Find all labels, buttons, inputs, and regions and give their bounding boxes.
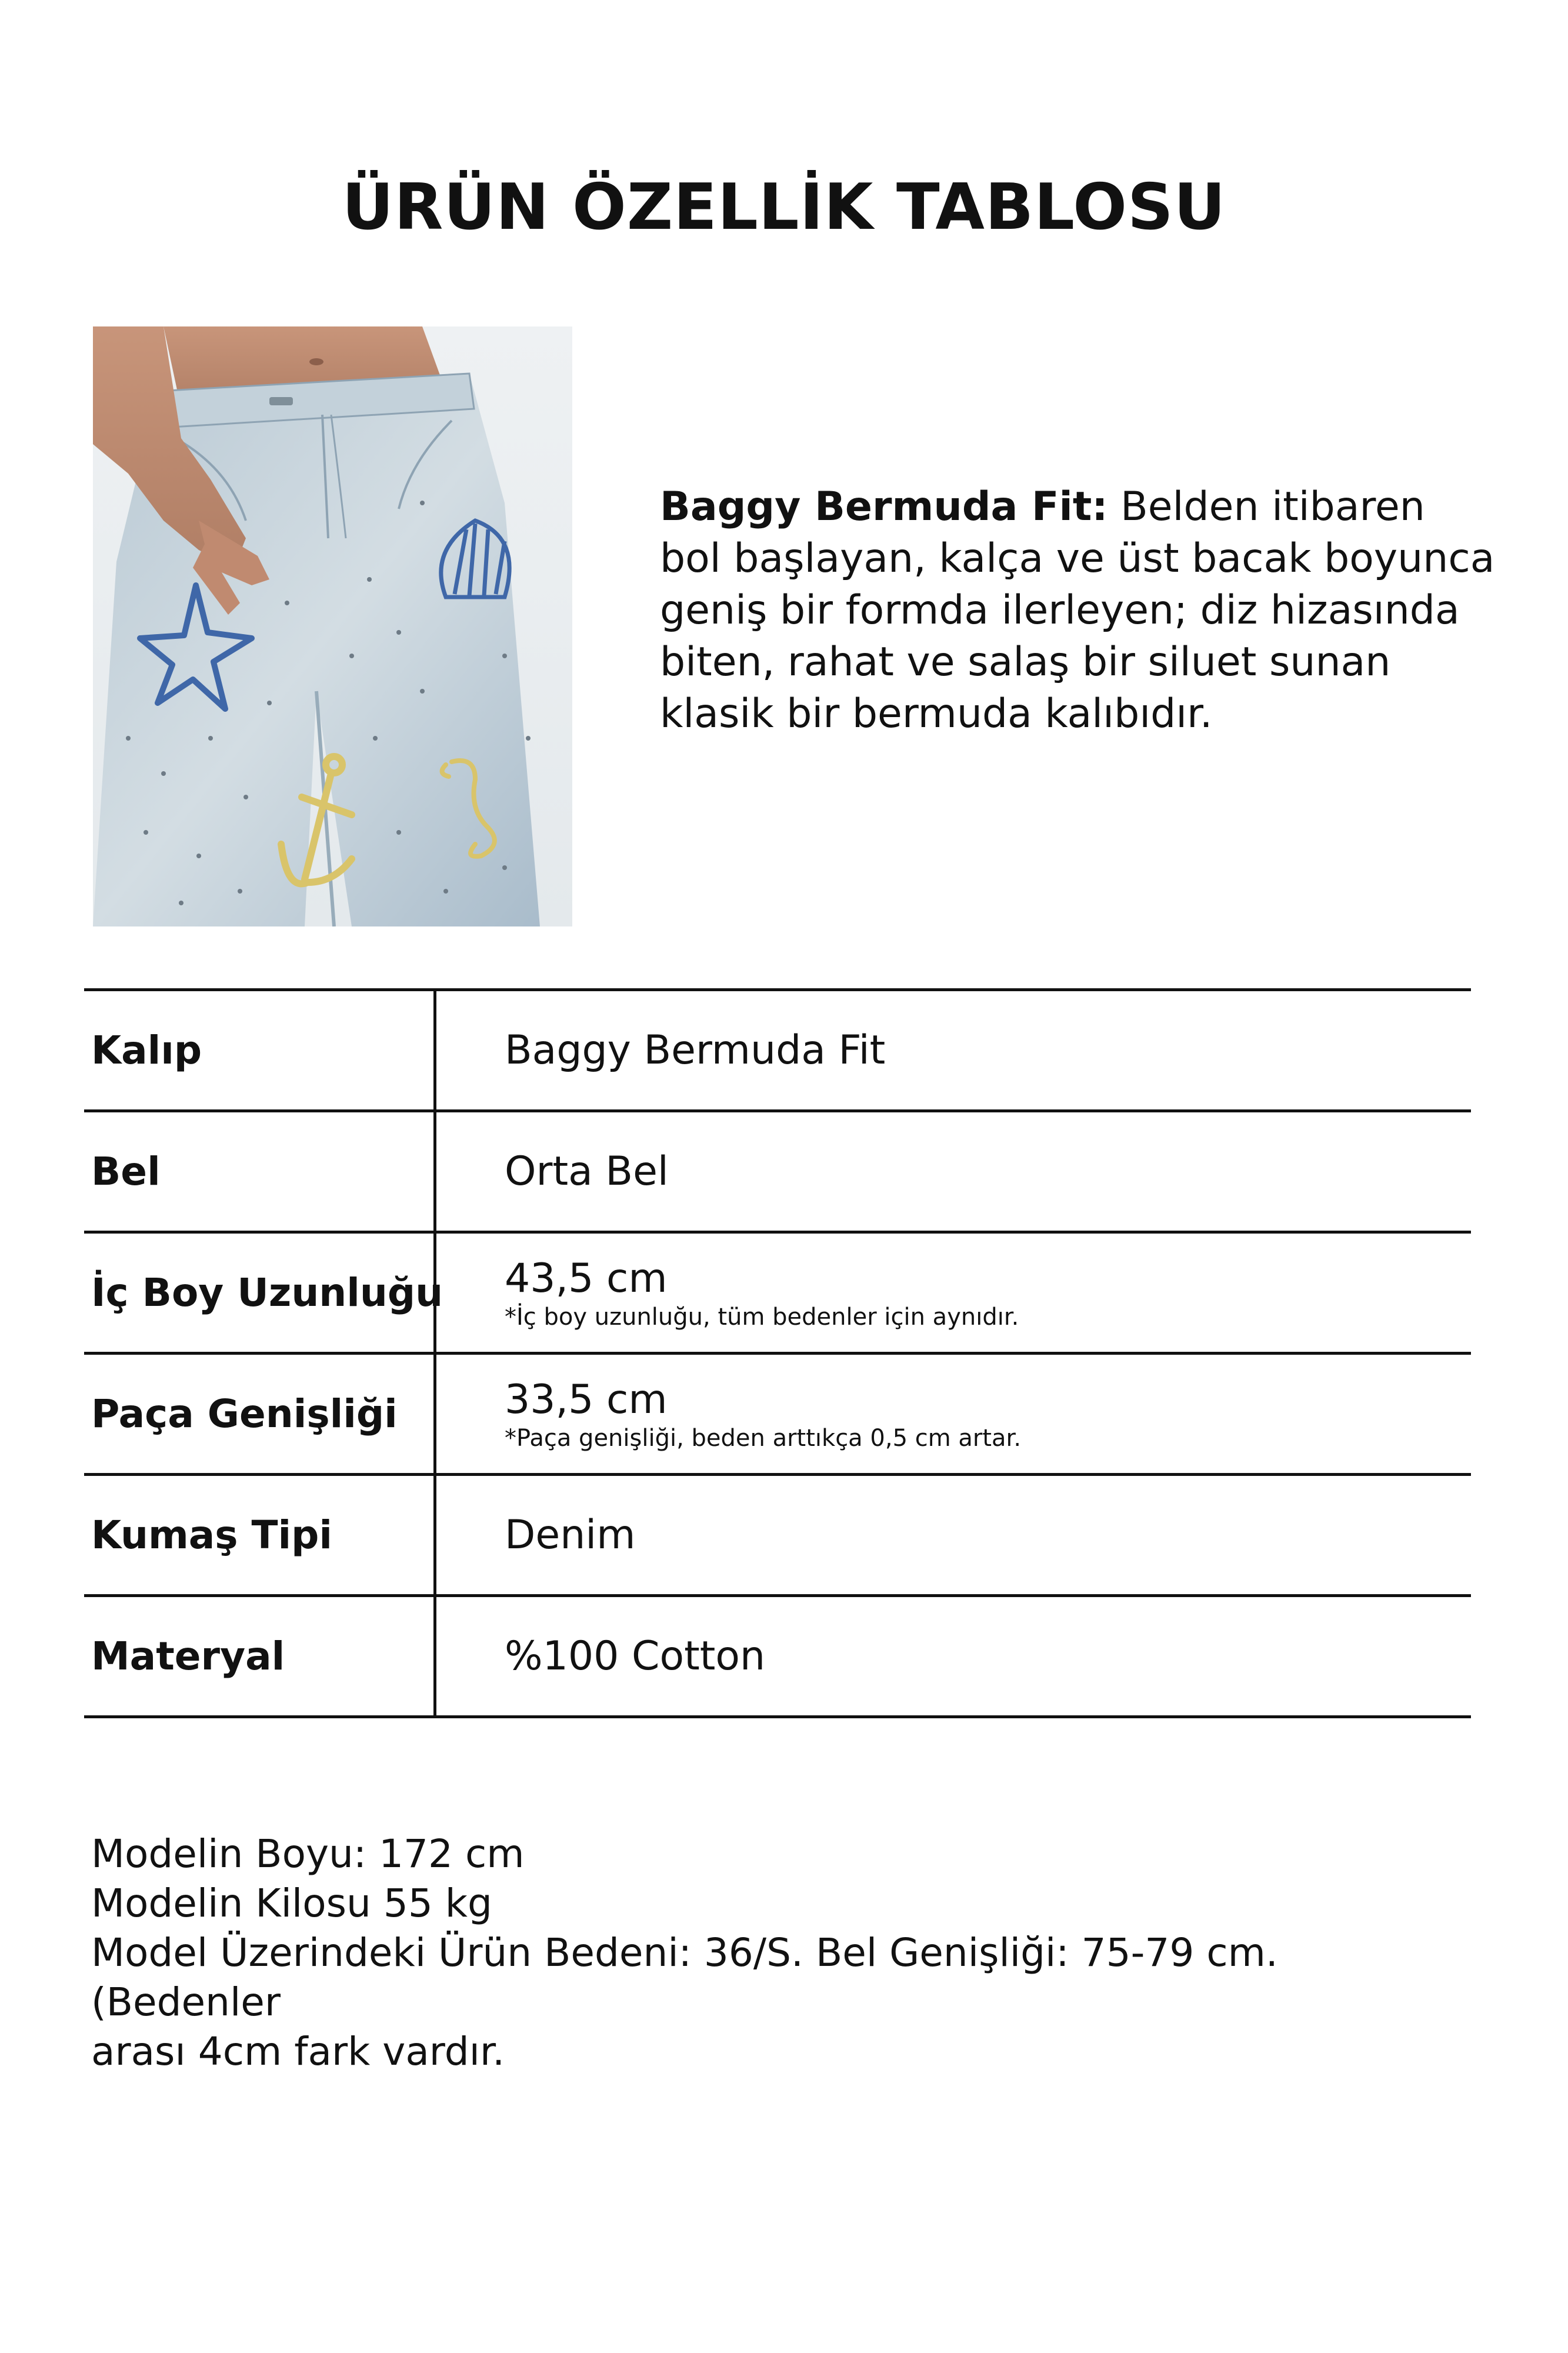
spec-value bbox=[505, 991, 885, 1109]
spec-label: Kalıp bbox=[91, 1028, 202, 1073]
spec-label: Kumaş Tipi bbox=[91, 1512, 333, 1558]
spec-note: *İç boy uzunluğu, tüm bedenler için aynıdır. bbox=[505, 1303, 1019, 1331]
spec-label: Paça Genişliği bbox=[91, 1391, 398, 1437]
fit-description bbox=[660, 481, 1495, 740]
spec-value-text: Denim bbox=[505, 1511, 636, 1558]
spec-row-bel bbox=[84, 1112, 1471, 1234]
model-weight: Modelin Kilosu 55 kg bbox=[91, 1881, 492, 1926]
spec-table bbox=[84, 988, 1471, 1718]
model-size-line-1: Model Üzerindeki Ürün Bedeni: 36/S. Bel Genişliği: 75-79 cm. (Bedenler bbox=[91, 1930, 1278, 2025]
spec-value bbox=[505, 1597, 765, 1715]
model-size-line-2: arası 4cm fark vardır. bbox=[91, 2029, 505, 2074]
fit-description-text: Belden itibaren bol başlayan, kalça ve üst bacak boyunca geniş bir formda ilerleyen; diz hizasında biten, rahat ve salaş bir siluet sunan klasik bir bermuda kalıbıdır. bbox=[660, 484, 1495, 737]
spec-value bbox=[505, 1476, 635, 1594]
spec-value bbox=[505, 1234, 1019, 1352]
spec-value-text: 43,5 cm bbox=[505, 1255, 668, 1302]
spec-row-paca bbox=[84, 1355, 1471, 1476]
fit-description-lead: Baggy Bermuda Fit: bbox=[660, 484, 1108, 530]
model-info bbox=[91, 1829, 1479, 2077]
spec-note: *Paça genişliği, beden arttıkça 0,5 cm artar. bbox=[505, 1424, 1022, 1452]
spec-value-text: 33,5 cm bbox=[505, 1376, 668, 1423]
spec-value bbox=[505, 1355, 1021, 1473]
spec-value-text: %100 Cotton bbox=[505, 1632, 766, 1679]
spec-label: İç Boy Uzunluğu bbox=[91, 1270, 443, 1315]
spec-label: Bel bbox=[91, 1149, 161, 1194]
spec-value bbox=[505, 1112, 669, 1231]
spec-row-kalip bbox=[84, 991, 1471, 1112]
spec-row-ic-boy bbox=[84, 1234, 1471, 1355]
spec-row-kumas bbox=[84, 1476, 1471, 1597]
spec-value-text: Orta Bel bbox=[505, 1148, 669, 1195]
spec-row-materyal bbox=[84, 1597, 1471, 1718]
product-photo bbox=[93, 326, 572, 926]
model-height: Modelin Boyu: 172 cm bbox=[91, 1831, 525, 1877]
spec-value-text: Baggy Bermuda Fit bbox=[505, 1026, 886, 1074]
spec-label: Materyal bbox=[91, 1634, 285, 1679]
page-title: ÜRÜN ÖZELLİK TABLOSU bbox=[342, 171, 1226, 244]
